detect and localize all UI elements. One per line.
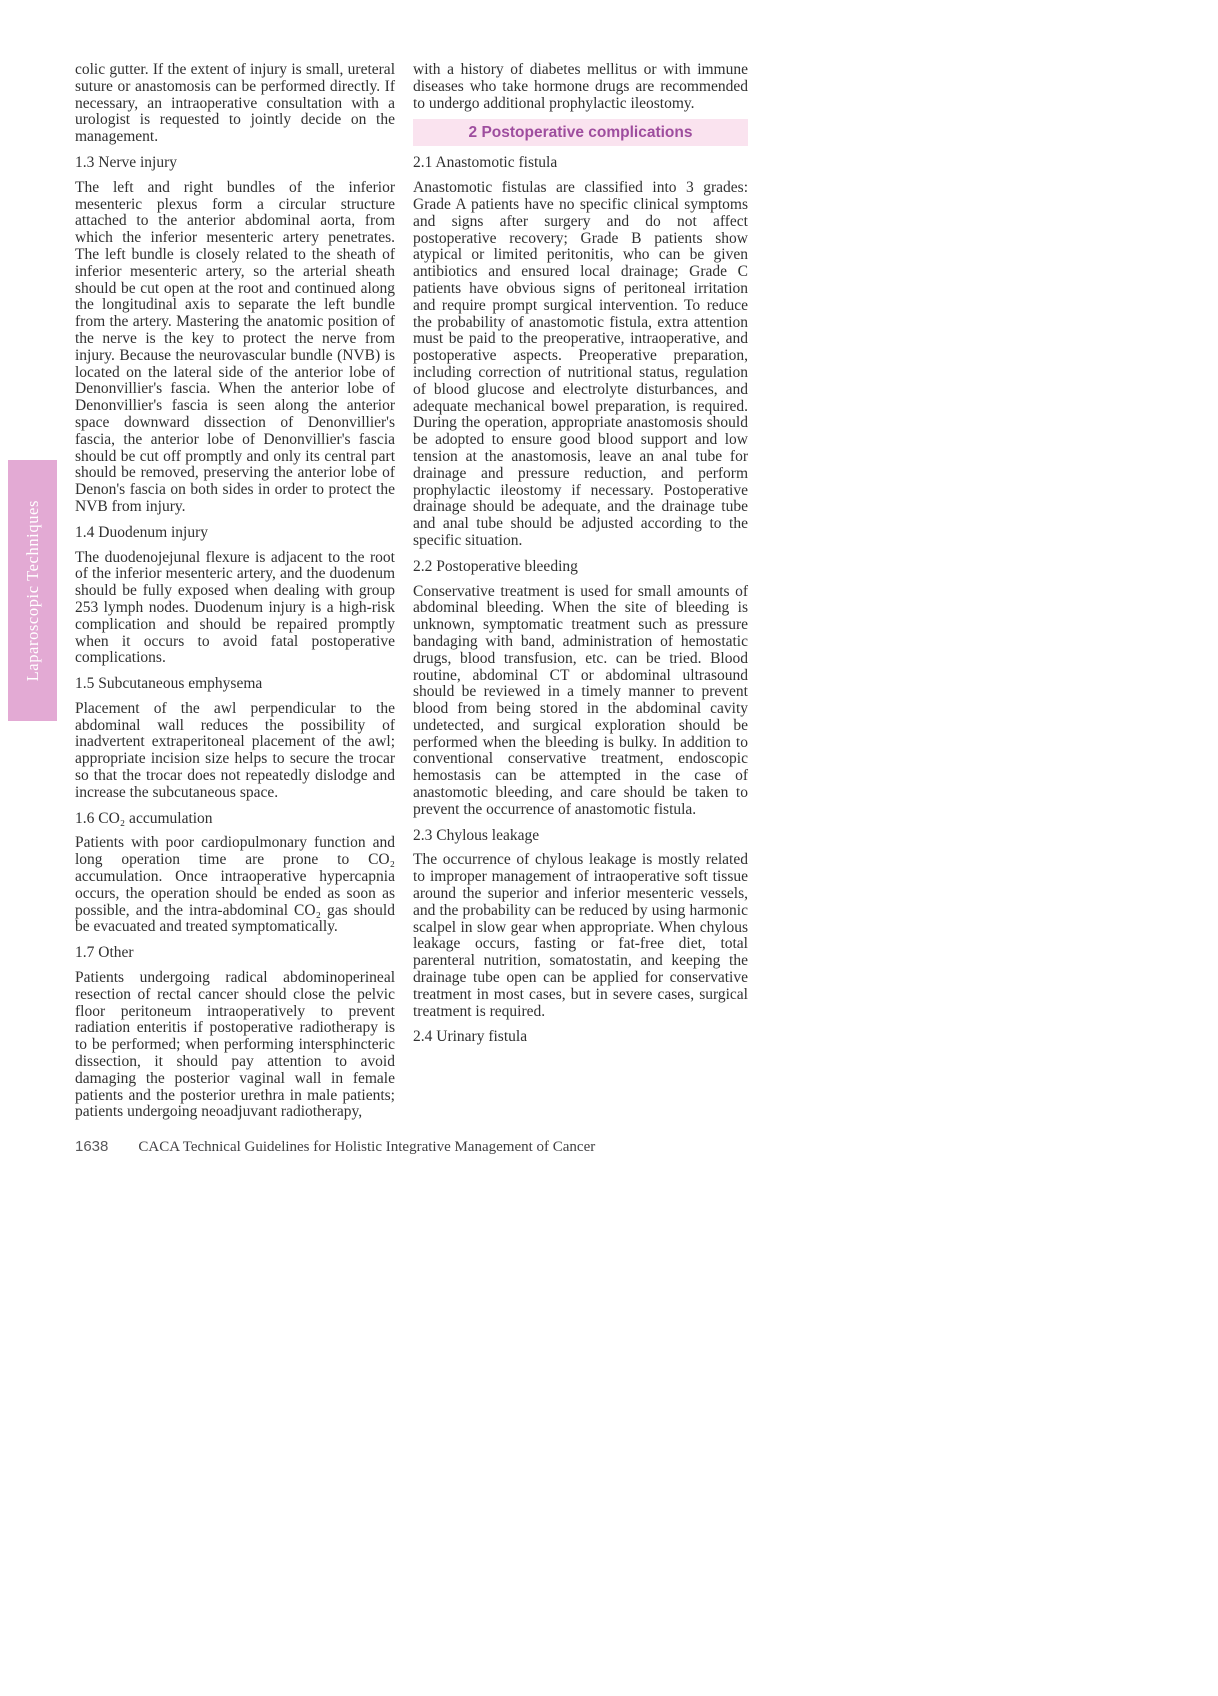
paragraph-subcutaneous-emphysema: Placement of the awl perpendicular to the abdominal wall reduces the possibility of inadvertent extraperitoneal placement of the awl; appropriate incision size helps to secure the trocar so that the trocar does not repeatedly dislodge and increase the subcutaneous space. [75,699,395,801]
heading-1-3-nerve-injury: 1.3 Nerve injury [75,153,178,171]
column-right [413,62,748,1121]
paragraph-continuation-ileostomy: with a history of diabetes mellitus or with immune diseases who take hormone drugs are recommended to undergo additional prophylactic ileostomy. [413,61,748,112]
paragraph-nerve-injury: The left and right bundles of the inferior mesenteric plexus form a circular structure attached to the anterior abdominal aorta, from which the inferior mesenteric artery penetrates. The left bundle is closely related to the sheath of inferior mesenteric artery, so the arterial sheath should be cut open at the root and continued along the longitudinal axis to separate the left bundle from the artery. Mastering the anatomic position of the nerve is the key to protect the nerve from injury. Because the neurovascular bundle (NVB) is located on the lateral side of the anterior lobe of Denonvillier's fascia. When the anterior lobe of Denonvillier's fascia is seen along the anterior space downward dissection of Denonvillier's fascia, the anterior lobe of Denonvillier's fascia should be cut off promptly and only its central part should be removed, preserving the anterior lobe of Denon's fascia on both sides in order to protect the NVB from injury. [75,178,395,515]
heading-2-3-chylous-leakage: 2.3 Chylous leakage [413,826,540,844]
sidebar-tab-laparoscopic-techniques [8,460,57,721]
footer-book-title: CACA Technical Guidelines for Holistic Integrative Management of Cancer [138,1139,596,1155]
heading-1-7-other: 1.7 Other [75,944,134,962]
paragraph-continuation-ureteral-injury: colic gutter. If the extent of injury is small, ureteral suture or anastomosis can be performed directly. If necessary, an intraoperative consultation with a urologist is requested to jointly decide on the management. [75,61,395,146]
paragraph-postoperative-bleeding: Conservative treatment is used for small amounts of abdominal bleeding. When the site of bleeding is unknown, symptomatic treatment such as pressure bandaging with band, administration of hemostatic drugs, blood transfusion, etc. can be tried. Blood routine, abdominal CT or abdominal ultrasound should be reviewed in a timely manner to prevent blood from being stored in the abdominal cavity undetected, and surgical exploration should be performed when the bleeding is bulky. In addition to conventional conservative treatment, endoscopic hemostasis can be attempted in the case of anastomotic bleeding, and care should be taken to prevent the occurrence of anastomotic fistula. [413,582,748,818]
heading-2-2-postoperative-bleeding: 2.2 Postoperative bleeding [413,557,578,575]
paragraph-co2-accumulation: Patients with poor cardiopulmonary function and long operation time are prone to CO₂ accumulation. Once intraoperative hypercapnia occurs, the operation should be ended as soon as possible, and the intra-abdominal CO₂ gas should be evacuated and treated symptomatically. [75,834,395,936]
heading-2-4-urinary-fistula: 2.4 Urinary fistula [413,1028,528,1046]
heading-1-6-co2-accumulation: 1.6 CO₂ accumulation [75,809,213,827]
column-left [75,62,395,1121]
page-number: 1638 [75,1138,109,1155]
heading-1-5-subcutaneous-emphysema: 1.5 Subcutaneous emphysema [75,675,263,693]
paragraph-chylous-leakage: The occurrence of chylous leakage is mostly related to improper management of intraoperative soft tissue around the superior and inferior mesenteric vessels, and the probability can be reduced by using harmonic scalpel in slow gear when appropriate. When chylous leakage occurs, fasting or fat-free diet, total parenteral nutrition, somatostatin, and keeping the drainage tube open can be applied for conservative treatment in most cases, but in severe cases, surgical treatment is required. [413,851,748,1020]
heading-2-1-anastomotic-fistula: 2.1 Anastomotic fistula [413,154,558,172]
paragraph-other: Patients undergoing radical abdominoperineal resection of rectal cancer should close the pelvic floor peritoneum intraoperatively to prevent radiation enteritis if postoperative radiotherapy is to be performed; when performing intersphincteric dissection, it should pay attention to avoid damaging the posterior vaginal wall in female patients and the posterior urethra in male patients; patients undergoing neoadjuvant radiotherapy, [75,969,395,1121]
paragraph-anastomotic-fistula: Anastomotic fistulas are classified into 3 grades: Grade A patients have no specific clinical symptoms and signs after surgery and do not affect postoperative recovery; Grade B patients show atypical or limited peritonitis, who can be given antibiotics and ensured local drainage; Grade C patients have obvious signs of peritoneal irritation and require prompt surgical intervention. To reduce the probability of anastomotic fistula, extra attention must be paid to the preoperative, intraoperative, and postoperative aspects. Preoperative preparation, including correction of nutritional status, regulation of blood glucose and electrolyte disturbances, and adequate mechanical bowel preparation, is required. During the operation, appropriate anastomosis should be adopted to ensure good blood support and low tension at the anastomosis, leave an anal tube for drainage and pressure reduction, and perform prophylactic ileostomy if necessary. Postoperative drainage should be adequate, and the drainage tube and anal tube should be adjusted according to the specific situation. [413,179,748,549]
footer [75,1138,975,1156]
section-banner-postoperative-complications: 2 Postoperative complications [413,119,748,146]
sidebar-tab-label: Laparoscopic Techniques [22,499,42,682]
paragraph-duodenum-injury: The duodenojejunal flexure is adjacent to the root of the inferior mesenteric artery, and the duodenum should be fully exposed when dealing with group 253 lymph nodes. Duodenum injury is a high-risk complication and should be repaired promptly when it occurs to avoid fatal postoperative complications. [75,548,395,667]
page-body [75,62,748,1121]
heading-1-4-duodenum-injury: 1.4 Duodenum injury [75,523,209,541]
